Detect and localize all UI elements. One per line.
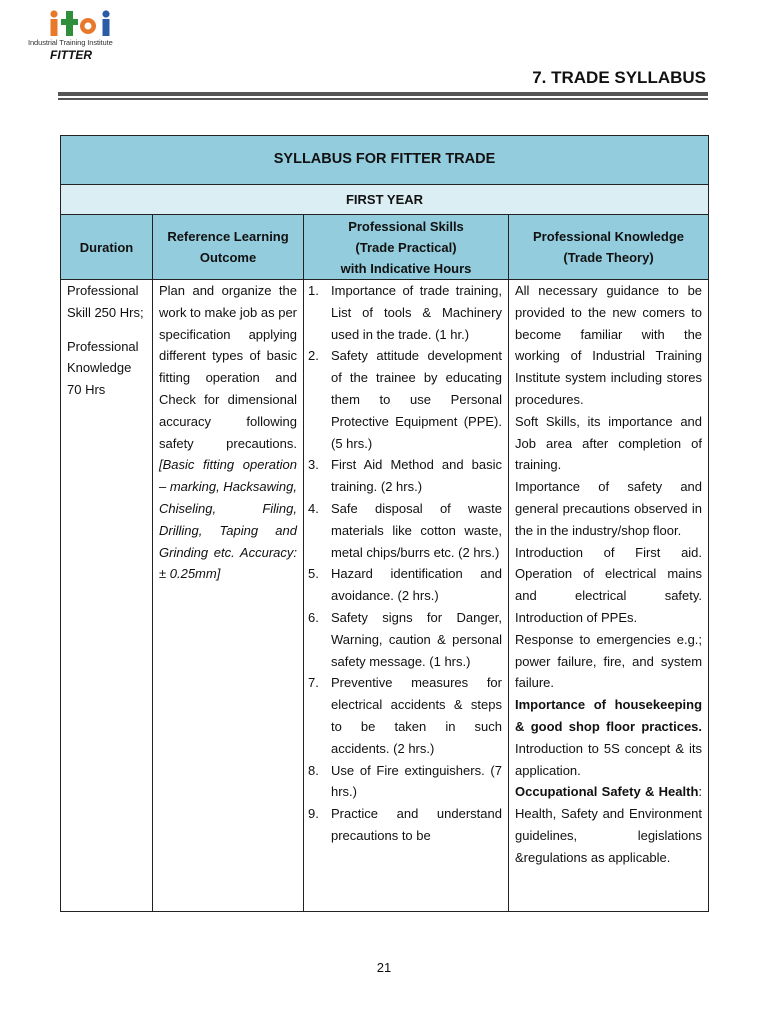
knowledge-p2: Soft Skills, its importance and Job area after completion of training. <box>515 413 703 473</box>
table-title: SYLLABUS FOR FITTER TRADE <box>61 136 709 185</box>
table-title-row <box>61 136 709 185</box>
col-header-knowledge-line2: (Trade Theory) <box>563 250 654 265</box>
col-header-knowledge <box>509 215 709 280</box>
knowledge-p7-rest: : Health, Safety and Environment guidelines, legislations &regulations as applicable. <box>515 784 703 865</box>
knowledge-p4: Introduction of First aid. Operation of electrical mains and electrical safety. Introduction of PPEs. <box>515 544 703 625</box>
duration-cell <box>61 280 153 912</box>
list-item: 2. Safety attitude development of the trainee by educating them to use Personal Protective Equipment (PPE). (5 hrs.) <box>308 348 502 451</box>
list-item: 4. Safe disposal of waste materials like cotton waste, metal chips/burrs etc. (2 hrs.) <box>308 500 502 560</box>
rlo-italic-note: [Basic fitting operation – marking, Hacksawing, Chiseling, Filing, Drilling, Taping and Grinding etc. Accuracy: ± 0.25mm] <box>159 457 297 582</box>
list-item: 9. Practice and understand precautions to be <box>308 806 502 843</box>
col-header-rlo-line1: Reference Learning <box>167 229 289 244</box>
list-item: 8. Use of Fire extinguishers. (7 hrs.) <box>308 762 502 800</box>
skills-list <box>304 280 502 847</box>
list-item: 5. Hazard identification and avoidance. (2 hrs.) <box>308 566 502 604</box>
section-title: 7. TRADE SYLLABUS <box>532 68 706 87</box>
header-rule-thick <box>58 92 708 96</box>
col-header-skills-line3: with Indicative Hours <box>340 260 472 276</box>
knowledge-p7 <box>515 781 702 868</box>
header-rule-thin <box>58 98 708 100</box>
col-header-skills <box>304 215 509 280</box>
col-header-duration-label: Duration <box>79 239 134 255</box>
col-header-skills-line2: (Trade Practical) <box>355 239 457 255</box>
logo-trade-name: FITTER <box>50 48 92 62</box>
list-item: 1. Importance of trade training, List of tools & Machinery used in the trade. (1 hr.) <box>308 283 502 342</box>
col-header-duration <box>61 215 153 280</box>
knowledge-p7-bold: Occupational Safety & Health <box>515 784 699 800</box>
year-label: FIRST YEAR <box>61 185 709 215</box>
knowledge-p6-bold: Importance of housekeeping & good shop floor practices. <box>515 697 703 734</box>
col-header-knowledge-line1: Professional Knowledge <box>533 229 684 244</box>
rlo-text: Plan and organize the work to make job as per specification applying different types of basic fitting operation and Check for dimensional accuracy following safety precautions. <box>159 283 298 451</box>
iti-logo-icon <box>48 10 128 36</box>
knowledge-cell <box>509 280 709 912</box>
list-item: 6. Safety signs for Danger, Warning, caution & personal safety message. (1 hrs.) <box>308 609 502 669</box>
iti-logo <box>28 10 128 47</box>
rlo-cell <box>153 280 304 912</box>
knowledge-p1: All necessary guidance to be provided to the new comers to become familiar with the working of Industrial Training Institute system including stores procedures. <box>515 283 703 407</box>
col-header-rlo <box>153 215 304 280</box>
content-row <box>61 280 709 912</box>
list-item: 7. Preventive measures for electrical accidents & steps to be taken in such accidents. (2 hrs.) <box>308 675 502 756</box>
col-header-rlo-line2: Outcome <box>199 250 257 265</box>
knowledge-p6-rest: Introduction to 5S concept & its application. <box>515 740 703 778</box>
page-number: 21 <box>376 960 392 975</box>
syllabus-table <box>60 135 709 912</box>
duration-skill: Professional Skill 250 Hrs; <box>67 283 144 320</box>
knowledge-p5: Response to emergencies e.g.; power failure, fire, and system failure. <box>515 631 703 691</box>
duration-knowledge: Professional Knowledge 70 Hrs <box>67 338 139 398</box>
column-header-row <box>61 215 709 280</box>
list-item: 3. First Aid Method and basic training. (2 hrs.) <box>308 457 502 495</box>
logo-caption: Industrial Training Institute <box>28 38 113 47</box>
iti-logo-mark <box>48 10 128 36</box>
knowledge-p6 <box>515 694 702 781</box>
knowledge-p3: Importance of safety and general precautions observed in the in the industry/shop floor. <box>515 479 703 538</box>
col-header-skills-line1: Professional Skills <box>348 218 464 234</box>
skills-cell <box>304 280 509 912</box>
year-row <box>61 185 709 215</box>
